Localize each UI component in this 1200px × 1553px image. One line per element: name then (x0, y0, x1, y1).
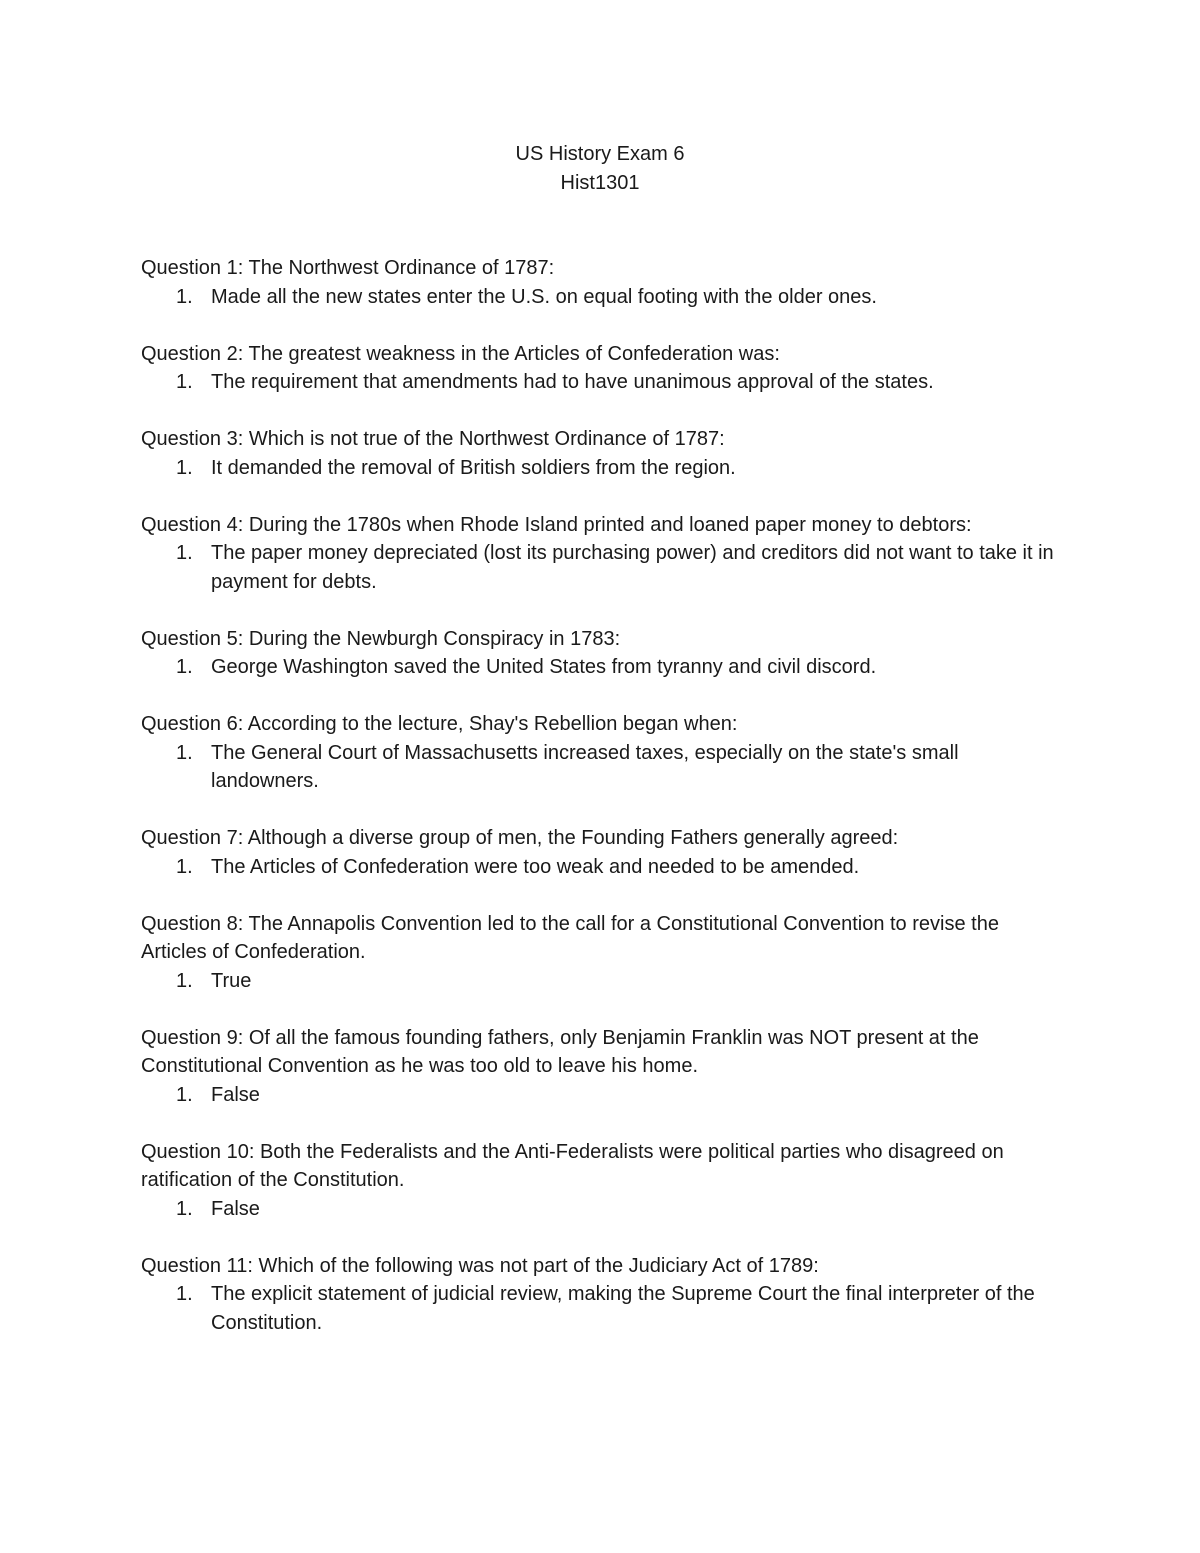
answer-item (141, 454, 1061, 483)
question-text: Question 5: During the Newburgh Conspiracy in 1783: (141, 627, 621, 650)
answer-number: 1. (176, 285, 193, 308)
question-text: Question 11: Which of the following was not part of the Judiciary Act of 1789: (141, 1254, 819, 1277)
question-item-3 (141, 425, 1061, 482)
answer-item (141, 539, 1061, 596)
answer-text: The paper money depreciated (lost its purchasing power) and creditors did not want to take it in payment for debts. (211, 542, 1054, 593)
answer-item (141, 853, 1061, 882)
question-item-5 (141, 625, 1061, 682)
document-title: US History Exam 6 (515, 143, 685, 165)
question-list (141, 254, 1061, 1366)
question-item-6 (141, 710, 1061, 796)
answer-text: The explicit statement of judicial review, making the Supreme Court the final interpreter of the Constitution. (211, 1283, 1035, 1334)
answer-text: False (211, 1197, 260, 1220)
question-text: Question 3: Which is not true of the Northwest Ordinance of 1787: (141, 428, 725, 450)
question-text: Question 9: Of all the famous founding fathers, only Benjamin Franklin was NOT present at the Constitutional Convention as he was too old to leave his home. (141, 1026, 979, 1077)
answer-text: George Washington saved the United States from tyranny and civil discord. (211, 656, 877, 678)
question-text: Question 8: The Annapolis Convention led to the call for a Constitutional Convention to revise the Articles of Confederation. (141, 912, 999, 963)
answer-item (141, 1195, 1061, 1224)
question-item-1 (141, 254, 1061, 311)
answer-item (141, 283, 1061, 312)
answer-number: 1. (176, 542, 193, 564)
answer-text: The General Court of Massachusetts increased taxes, especially on the state's small landowners. (211, 741, 959, 792)
question-text: Question 1: The Northwest Ordinance of 1787: (141, 257, 555, 279)
answer-item (141, 1280, 1061, 1337)
answer-item (141, 1081, 1061, 1110)
question-item-9 (141, 1024, 1061, 1110)
answer-number: 1. (176, 855, 193, 878)
question-text: Question 7: Although a diverse group of men, the Founding Fathers generally agreed: (141, 827, 899, 849)
answer-item (141, 653, 1061, 682)
answer-number: 1. (176, 371, 193, 393)
answer-item (141, 368, 1061, 397)
answer-number: 1. (176, 741, 193, 764)
answer-text: The Articles of Confederation were too weak and needed to be amended. (211, 855, 860, 878)
question-item-7 (141, 824, 1061, 881)
answer-text: The requirement that amendments had to have unanimous approval of the states. (211, 371, 934, 393)
question-item-2 (141, 340, 1061, 397)
answer-item (141, 739, 1061, 796)
course-code: Hist1301 (560, 171, 640, 194)
answer-number: 1. (176, 969, 193, 992)
question-item-4 (141, 511, 1061, 597)
question-item-8 (141, 910, 1061, 996)
document-header (0, 140, 1200, 197)
answer-text: False (211, 1083, 260, 1106)
answer-number: 1. (176, 1197, 193, 1220)
question-text: Question 4: During the 1780s when Rhode Island printed and loaned paper money to debtors: (141, 513, 972, 536)
answer-number: 1. (176, 1083, 193, 1106)
question-text: Question 6: According to the lecture, Shay's Rebellion began when: (141, 713, 738, 735)
question-text: Question 10: Both the Federalists and the Anti-Federalists were political parties who disagreed on ratification of the Constitution. (141, 1140, 1004, 1191)
question-item-10 (141, 1138, 1061, 1224)
answer-number: 1. (176, 456, 193, 479)
answer-text: Made all the new states enter the U.S. on equal footing with the older ones. (211, 285, 877, 308)
answer-item (141, 967, 1061, 996)
answer-text: True (211, 969, 252, 992)
question-text: Question 2: The greatest weakness in the Articles of Confederation was: (141, 342, 780, 365)
answer-number: 1. (176, 656, 193, 678)
answer-number: 1. (176, 1283, 193, 1305)
answer-text: It demanded the removal of British soldiers from the region. (211, 456, 736, 479)
question-item-11 (141, 1252, 1061, 1338)
